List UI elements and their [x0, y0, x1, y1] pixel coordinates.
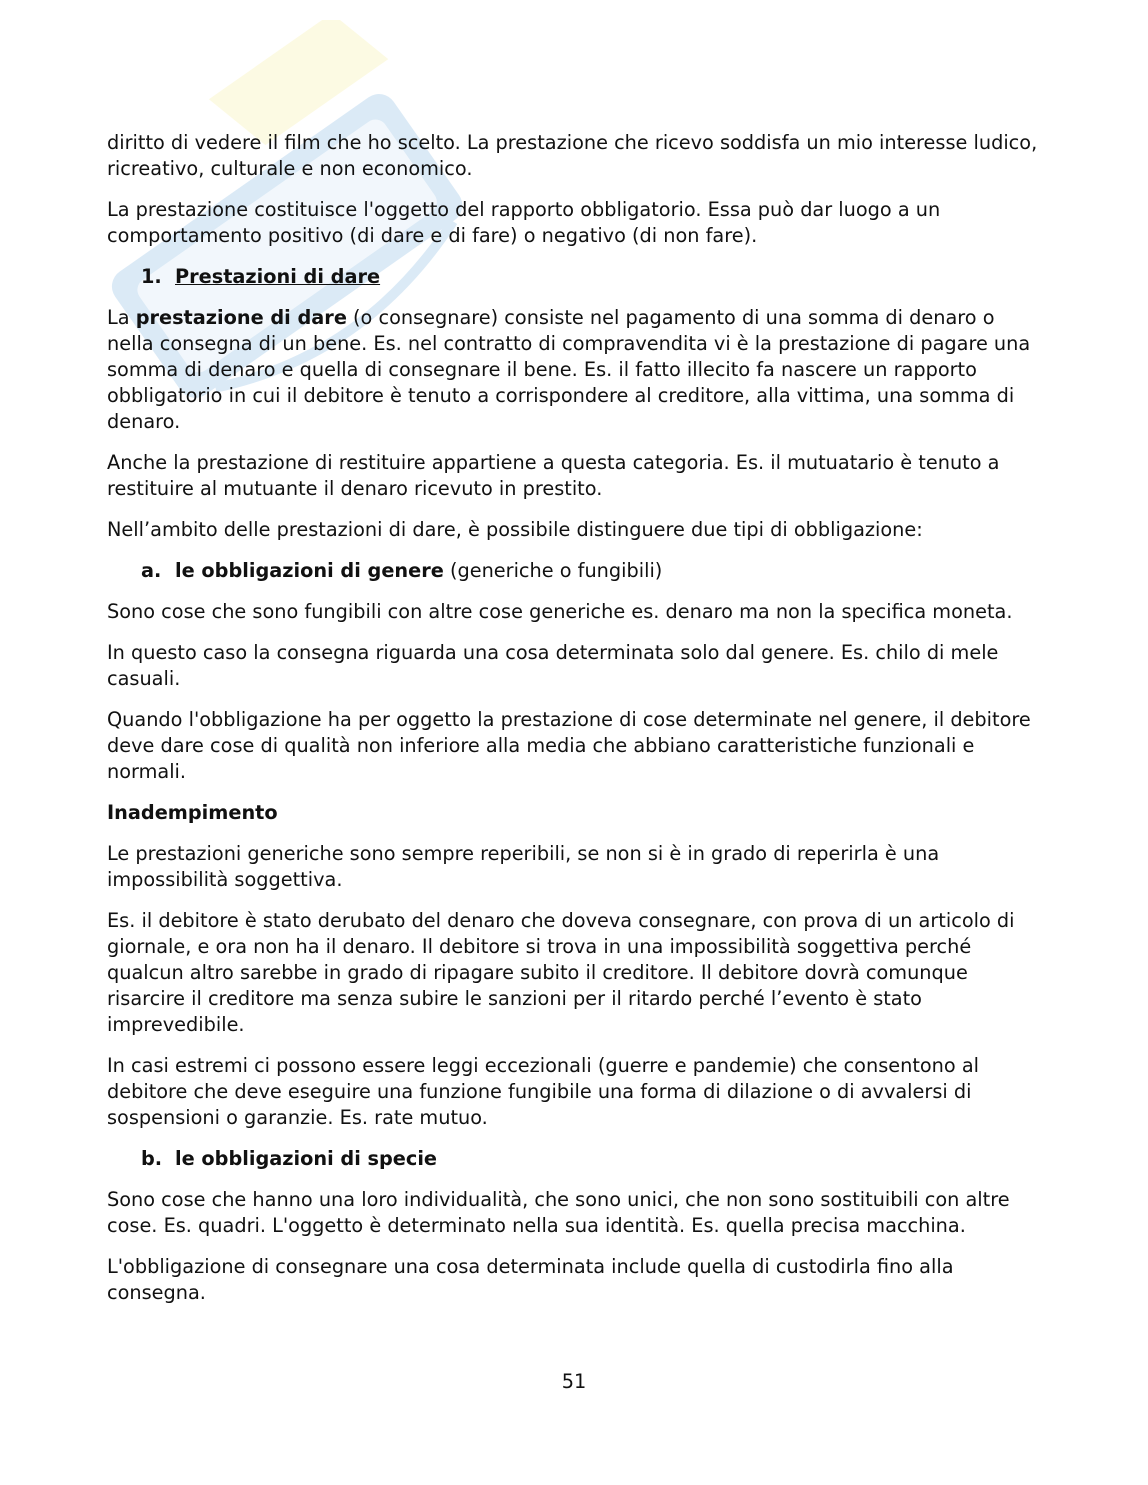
- text: La: [107, 306, 136, 329]
- sub-heading-obbligazioni-di-genere: [107, 558, 1047, 584]
- heading-inadempimento: Inadempimento: [107, 801, 278, 824]
- paragraph: [107, 305, 1047, 435]
- bold-term: prestazione di dare: [135, 306, 347, 329]
- paragraph: L'obbligazione di consegnare una cosa determinata include quella di custodirla fino alla consegna.: [107, 1255, 954, 1304]
- paragraph: Anche la prestazione di restituire appartiene a questa categoria. Es. il mutuatario è tenuto a restituire al mutuante il denaro ricevuto in prestito.: [107, 451, 1000, 500]
- paragraph: Sono cose che sono fungibili con altre cose generiche es. denaro ma non la specifica moneta.: [107, 600, 1013, 623]
- heading-title: le obbligazioni di genere: [175, 559, 444, 582]
- heading-letter: a.: [141, 559, 162, 582]
- paragraph: Sono cose che hanno una loro individualità, che sono unici, che non sono sostituibili con altre cose. Es. quadri. L'oggetto è determinato nella sua identità. Es. quella precisa macchina.: [107, 1188, 1010, 1237]
- heading-note: (generiche o fungibili): [443, 559, 663, 582]
- paragraph: Quando l'obbligazione ha per oggetto la prestazione di cose determinate nel genere, il debitore deve dare cose di qualità non inferiore alla media che abbiano caratteristiche funzionali e normali.: [107, 708, 1031, 783]
- heading-letter: b.: [141, 1147, 163, 1170]
- paragraph: diritto di vedere il film che ho scelto. La prestazione che ricevo soddisfa un mio interesse ludico, ricreativo, culturale e non economico.: [107, 131, 1038, 180]
- paragraph: Le prestazioni generiche sono sempre reperibili, se non si è in grado di reperirla è una impossibilità soggettiva.: [107, 842, 940, 891]
- paragraph: In casi estremi ci possono essere leggi eccezionali (guerre e pandemie) che consentono al debitore che deve eseguire una funzione fungibile una forma di dilazione o di avvalersi di sospensioni o garanzie. Es. rate mutuo.: [107, 1054, 979, 1129]
- heading-title: le obbligazioni di specie: [175, 1147, 438, 1170]
- heading-number: 1.: [141, 265, 162, 288]
- document-body: [107, 130, 1047, 1321]
- paragraph: Es. il debitore è stato derubato del denaro che doveva consegnare, con prova di un articolo di giornale, e ora non ha il denaro. Il debitore si trova in una impossibilità soggettiva perché qualcun altro sarebbe in grado di ripagare subito il creditore. Il debitore dovrà comunque risarcire il creditore ma senza subire le sanzioni per il ritardo perché l’evento è stato imprevedibile.: [107, 909, 1015, 1036]
- paragraph: In questo caso la consegna riguarda una cosa determinata solo dal genere. Es. chilo di mele casuali.: [107, 641, 999, 690]
- sub-heading-obbligazioni-di-specie: [107, 1146, 1047, 1172]
- section-heading-prestazioni-di-dare: [107, 264, 1047, 290]
- page-number: 51: [561, 1370, 587, 1393]
- paragraph: Nell’ambito delle prestazioni di dare, è possibile distinguere due tipi di obbligazione:: [107, 518, 923, 541]
- paragraph: La prestazione costituisce l'oggetto del rapporto obbligatorio. Essa può dar luogo a un comportamento positivo (di dare e di fare) o negativo (di non fare).: [107, 198, 941, 247]
- text: (o consegnare) consiste nel pagamento di una somma di denaro o nella consegna di un bene. Es. nel contratto di compravendita vi è la prestazione di pagare una somma di denaro e quella di consegnare il bene. Es. il fatto illecito fa nascere un rapporto obbligatorio in cui il debitore è tenuto a corrispondere al creditore, alla vittima, una somma di denaro.: [107, 306, 1031, 433]
- heading-title: Prestazioni di dare: [175, 265, 381, 288]
